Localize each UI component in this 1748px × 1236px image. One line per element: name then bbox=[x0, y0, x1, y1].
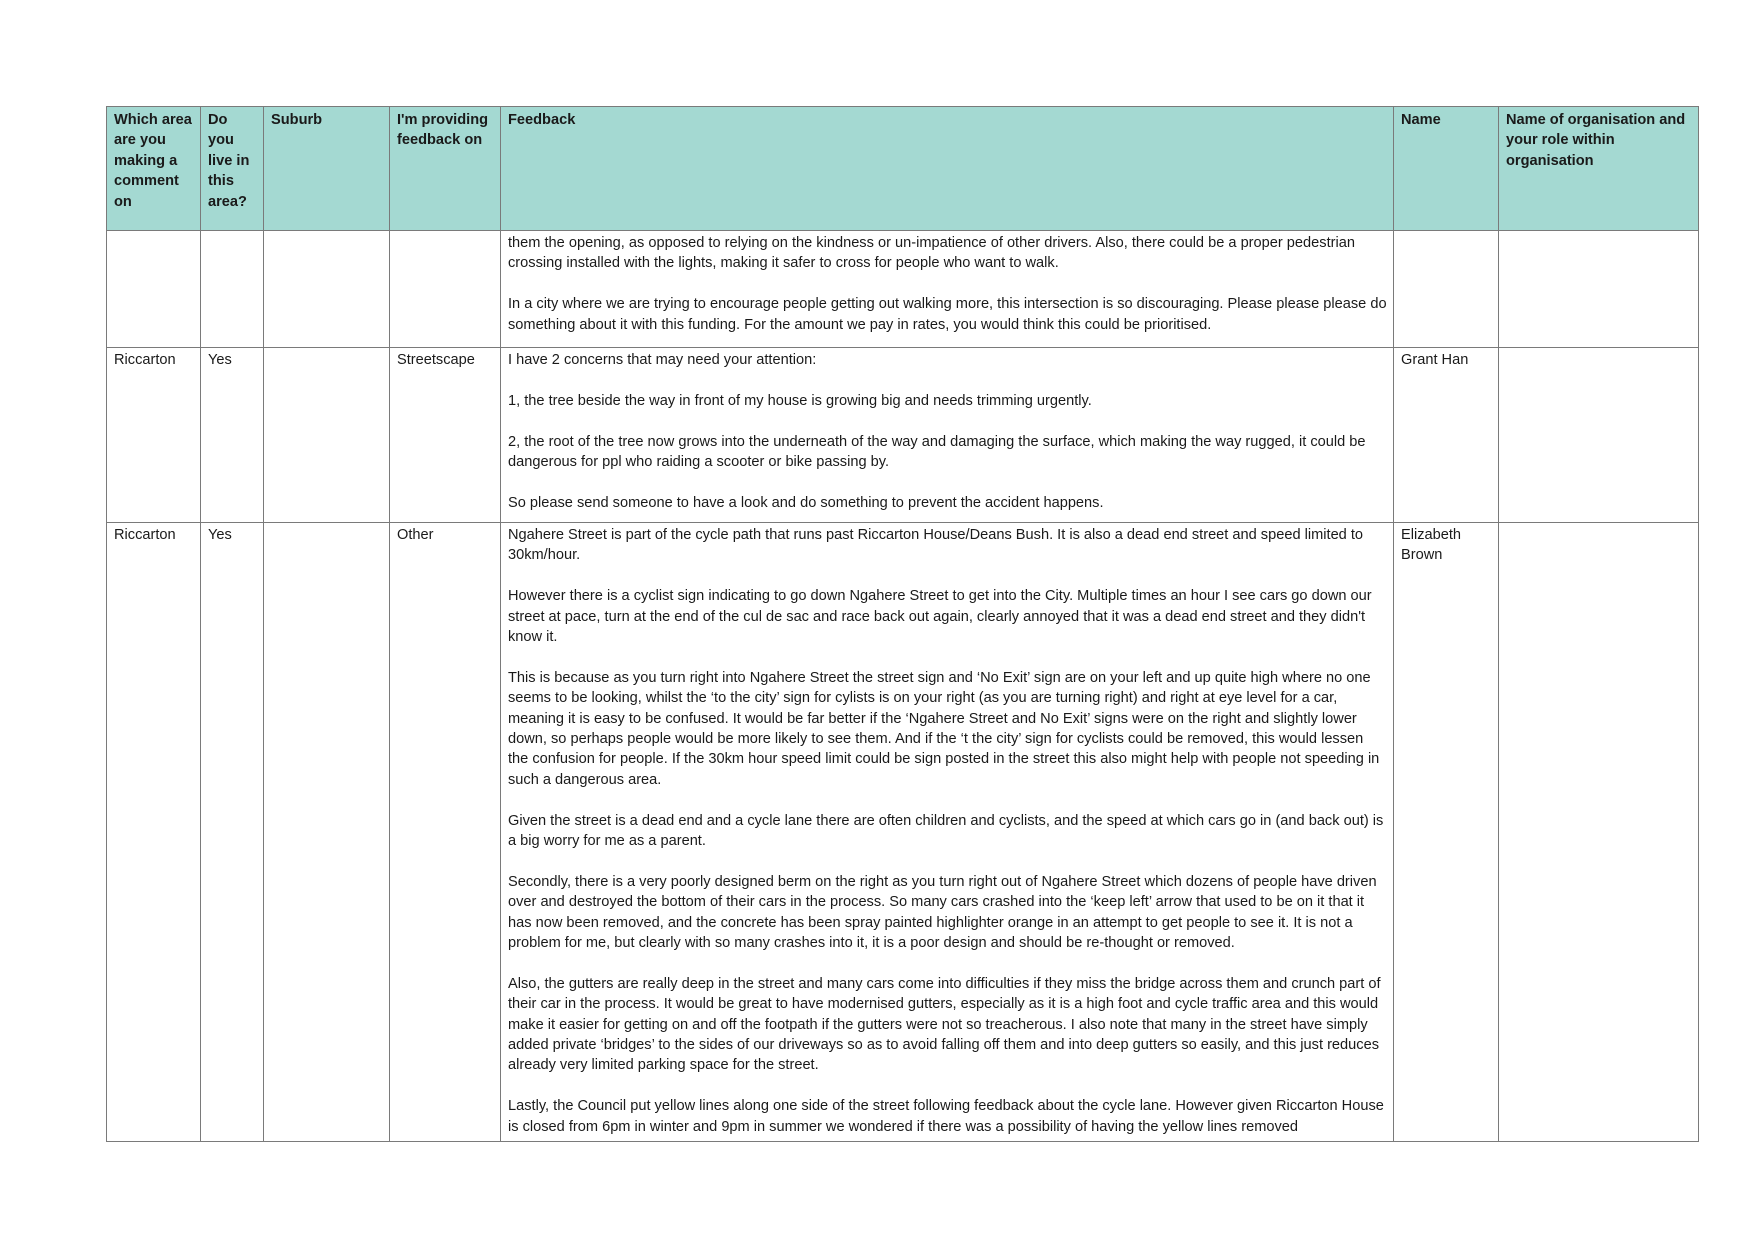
feedback-table bbox=[106, 106, 1699, 1142]
cell-feedback bbox=[501, 231, 1394, 348]
feedback-paragraph: So please send someone to have a look and do something to prevent the accident happens. bbox=[508, 494, 1104, 511]
cell-area: Riccarton bbox=[107, 348, 201, 523]
header-live: Do you live in this area? bbox=[201, 107, 264, 231]
header-name: Name bbox=[1394, 107, 1499, 231]
cell-name: Elizabeth Brown bbox=[1394, 523, 1499, 1142]
feedback-paragraph: I have 2 concerns that may need your attention: bbox=[508, 352, 817, 368]
feedback-paragraph: Ngahere Street is part of the cycle path that runs past Riccarton House/Deans Bush. It is also a dead end street and speed limited to 30km/hour. bbox=[508, 527, 1364, 564]
cell-name bbox=[1394, 231, 1499, 348]
cell-suburb bbox=[264, 231, 390, 348]
cell-topic: Streetscape bbox=[390, 348, 501, 523]
cell-area: Riccarton bbox=[107, 523, 201, 1142]
cell-live bbox=[201, 231, 264, 348]
document-page bbox=[106, 106, 1698, 1142]
cell-feedback bbox=[501, 523, 1394, 1142]
feedback-paragraph: However there is a cyclist sign indicating to go down Ngahere Street to get into the City. Multiple times an hour I see cars go down our street at pace, turn at the end of the cul de sac and race back out again, clearly annoyed that it was a dead end street and they didn't know it. bbox=[508, 588, 1372, 646]
cell-suburb bbox=[264, 348, 390, 523]
header-org: Name of organisation and your role within organisation bbox=[1499, 107, 1699, 231]
header-area: Which area are you making a comment on bbox=[107, 107, 201, 231]
feedback-paragraph: This is because as you turn right into Ngahere Street the street sign and ‘No Exit’ sign are on your left and up quite high where no one seems to be looking, whilst the ‘to the city’ sign for cylists is on your right (as you are turning right) and right at eye level for a car, meaning it is easy to be confused. It would be far better if the ‘Ngahere Street and No Exit’ signs were on the right and slightly lower down, so perhaps people would be more likely to see them. And if the ‘t the city’ sign for cyclists could be removed, this would lessen the confusion for people. If the 30km hour speed limit could be sign posted in the street this also might help with people not speeding in such a dangerous area. bbox=[508, 669, 1380, 788]
feedback-paragraph: Also, the gutters are really deep in the street and many cars come into difficulties if they miss the bridge across them and crunch part of their car in the process. It would be great to have modernised gutters, especially as it is a high foot and cycle traffic area and this would make it easier for getting on and off the footpath if the gutters were not so treacherous. I also note that many in the street have simply added private ‘bridges’ to the sides of our driveways so as to avoid falling off them and into deep gutters so easily, and this just reduces already very limited parking space for the street. bbox=[508, 975, 1381, 1074]
cell-org bbox=[1499, 348, 1699, 523]
feedback-paragraph: Lastly, the Council put yellow lines along one side of the street following feedback about the cycle lane. However given Riccarton House is closed from 6pm in winter and 9pm in summer we wondered if there was a possibility of having the yellow lines removed bbox=[508, 1098, 1384, 1135]
feedback-paragraph: In a city where we are trying to encourage people getting out walking more, this intersection is so discouraging. Please please please do something about it with this funding. For the amount we pay in rates, you would think this could be prioritised. bbox=[508, 296, 1387, 333]
table-row bbox=[107, 523, 1699, 1142]
table-row bbox=[107, 348, 1699, 523]
cell-org bbox=[1499, 231, 1699, 348]
cell-name: Grant Han bbox=[1394, 348, 1499, 523]
cell-live: Yes bbox=[201, 348, 264, 523]
cell-feedback bbox=[501, 348, 1394, 523]
cell-area bbox=[107, 231, 201, 348]
header-feedback: Feedback bbox=[501, 107, 1394, 231]
cell-suburb bbox=[264, 523, 390, 1142]
cell-live: Yes bbox=[201, 523, 264, 1142]
cell-org bbox=[1499, 523, 1699, 1142]
feedback-paragraph: them the opening, as opposed to relying on the kindness or un-impatience of other drivers. Also, there could be a proper pedestrian crossing installed with the lights, making it safer to cross for people who want to walk. bbox=[508, 235, 1355, 272]
feedback-paragraph: Secondly, there is a very poorly designed berm on the right as you turn right out of Ngahere Street which dozens of people have driven over and destroyed the bottom of their cars in the process. So many cars crashed into the ‘keep left’ arrow that used to be on it that it has now been removed, and the concrete has been spray painted highlighter orange in an attempt to get people to see it. It is not a problem for me, but clearly with so many crashes into it, it is a poor design and should be re-thought or removed. bbox=[508, 873, 1377, 952]
feedback-paragraph: 1, the tree beside the way in front of my house is growing big and needs trimming urgently. bbox=[508, 392, 1092, 409]
table-row bbox=[107, 231, 1699, 348]
cell-topic: Other bbox=[390, 523, 501, 1142]
feedback-paragraph: 2, the root of the tree now grows into the underneath of the way and damaging the surface, which making the way rugged, it could be dangerous for ppl who raiding a scooter or bike passing by. bbox=[508, 433, 1366, 470]
feedback-paragraph: Given the street is a dead end and a cycle lane there are often children and cyclists, and the speed at which cars go in (and back out) is a big worry for me as a parent. bbox=[508, 812, 1384, 850]
cell-topic bbox=[390, 231, 501, 348]
header-row bbox=[107, 107, 1699, 231]
header-suburb: Suburb bbox=[264, 107, 390, 231]
header-topic: I'm providing feedback on bbox=[390, 107, 501, 231]
